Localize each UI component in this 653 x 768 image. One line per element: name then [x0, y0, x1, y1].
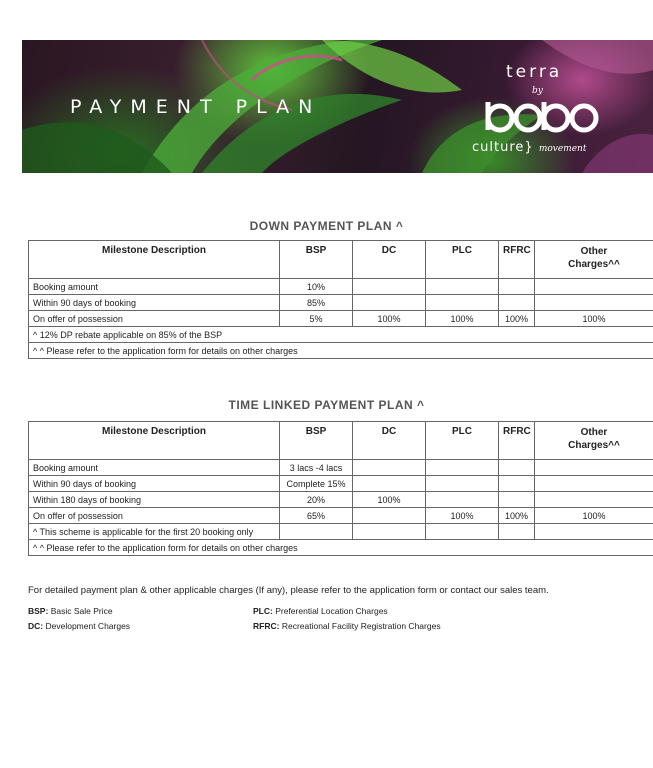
cell-dc: 100% — [353, 492, 426, 508]
cell-rfrc — [499, 476, 535, 492]
cell-dc — [353, 460, 426, 476]
col-other-charges — [535, 241, 653, 279]
legend-rfrc-value: Recreational Facility Registration Charges — [281, 621, 441, 631]
table-row — [29, 311, 653, 327]
col-rfrc: RFRC — [499, 241, 535, 279]
header-banner — [22, 40, 653, 173]
cell-rfrc — [499, 492, 535, 508]
col-other-line1: Other — [580, 246, 608, 257]
col-plc: PLC — [426, 241, 499, 279]
legend-bsp — [28, 606, 113, 616]
cell-bsp: 65% — [280, 508, 353, 524]
cell-plc: 100% — [426, 508, 499, 524]
col-other-line2: Charges^^ — [568, 259, 620, 270]
cell-rfrc — [499, 279, 535, 295]
col-other-line1: Other — [580, 427, 608, 438]
cell-milestone: Within 90 days of booking — [29, 476, 280, 492]
table-row — [29, 492, 653, 508]
col-bsp: BSP — [280, 241, 353, 279]
brand-movement: movement — [538, 144, 587, 154]
table-note-row — [29, 540, 653, 556]
legend-dc-value: Development Charges — [45, 621, 131, 631]
cell-milestone: On offer of possession — [29, 311, 280, 327]
down-payment-table — [28, 240, 653, 359]
cell-milestone: Booking amount — [29, 460, 280, 476]
cell-milestone: On offer of possession — [29, 508, 280, 524]
col-dc: DC — [353, 241, 426, 279]
cell-dc — [353, 476, 426, 492]
cell-other: 100% — [535, 311, 653, 327]
cell-bsp: Complete 15% — [280, 476, 353, 492]
cell-other — [535, 460, 653, 476]
time-linked-table — [28, 421, 653, 556]
table-note-row — [29, 327, 653, 343]
table-row — [29, 508, 653, 524]
legend-bsp-value: Basic Sale Price — [50, 606, 113, 616]
brand-by: by — [532, 86, 543, 96]
legend-dc-key: DC: — [28, 621, 44, 631]
cell-bsp: 5% — [280, 311, 353, 327]
legend-dc — [28, 621, 130, 631]
brand-logo — [462, 96, 602, 136]
col-rfrc: RFRC — [499, 422, 535, 460]
cell-dc — [353, 524, 426, 540]
cell-plc — [426, 524, 499, 540]
brand-culture — [472, 140, 586, 155]
cell-milestone: Booking amount — [29, 279, 280, 295]
col-bsp: BSP — [280, 422, 353, 460]
cell-other — [535, 524, 653, 540]
footnote: For detailed payment plan & other applicable charges (If any), please refer to the application form or contact our sales team. — [28, 585, 549, 596]
cell-plc — [426, 460, 499, 476]
legend-rfrc — [253, 621, 441, 631]
cell-other — [535, 295, 653, 311]
cell-dc — [353, 279, 426, 295]
legend-plc — [253, 606, 388, 616]
cell-plc — [426, 476, 499, 492]
cell-rfrc — [499, 524, 535, 540]
cell-rfrc — [499, 295, 535, 311]
col-milestone: Milestone Description — [29, 241, 280, 279]
table-row — [29, 476, 653, 492]
cell-bsp: 10% — [280, 279, 353, 295]
cell-dc — [353, 508, 426, 524]
cell-rfrc: 100% — [499, 311, 535, 327]
cell-other — [535, 279, 653, 295]
legend-rfrc-key: RFRC: — [253, 621, 280, 631]
note-other-charges: ^ ^ Please refer to the application form for details on other charges — [29, 540, 653, 556]
table-row — [29, 279, 653, 295]
brand-culture-text: culture} — [472, 140, 534, 155]
cell-milestone: Within 90 days of booking — [29, 295, 280, 311]
brand-terra: terra — [506, 62, 563, 82]
cell-rfrc: 100% — [499, 508, 535, 524]
legend-bsp-key: BSP: — [28, 606, 49, 616]
cell-other: 100% — [535, 508, 653, 524]
table-row — [29, 524, 653, 540]
table-row — [29, 460, 653, 476]
time-linked-title: TIME LINKED PAYMENT PLAN ^ — [228, 398, 425, 412]
cell-plc — [426, 279, 499, 295]
cell-other — [535, 492, 653, 508]
legend-plc-key: PLC: — [253, 606, 273, 616]
cell-dc — [353, 295, 426, 311]
cell-milestone: ^ This scheme is applicable for the first 20 booking only — [29, 524, 280, 540]
cell-bsp: 3 lacs -4 lacs — [280, 460, 353, 476]
cell-rfrc — [499, 460, 535, 476]
cell-plc: 100% — [426, 311, 499, 327]
cell-plc — [426, 295, 499, 311]
cell-other — [535, 476, 653, 492]
table-header-row — [29, 241, 653, 279]
table-header-row — [29, 422, 653, 460]
col-plc: PLC — [426, 422, 499, 460]
cell-plc — [426, 492, 499, 508]
col-other-charges — [535, 422, 653, 460]
cell-milestone: Within 180 days of booking — [29, 492, 280, 508]
note-rebate: ^ 12% DP rebate applicable on 85% of the BSP — [29, 327, 653, 343]
col-other-line2: Charges^^ — [568, 440, 620, 451]
cell-bsp: 20% — [280, 492, 353, 508]
table-note-row — [29, 343, 653, 359]
col-dc: DC — [353, 422, 426, 460]
col-milestone: Milestone Description — [29, 422, 280, 460]
cell-bsp: 85% — [280, 295, 353, 311]
banner-title: PAYMENT PLAN — [70, 96, 322, 118]
cell-dc: 100% — [353, 311, 426, 327]
table-row — [29, 295, 653, 311]
note-other-charges: ^ ^ Please refer to the application form for details on other charges — [29, 343, 653, 359]
down-payment-title: DOWN PAYMENT PLAN ^ — [249, 219, 404, 233]
cell-bsp — [280, 524, 353, 540]
legend-plc-value: Preferential Location Charges — [275, 606, 388, 616]
